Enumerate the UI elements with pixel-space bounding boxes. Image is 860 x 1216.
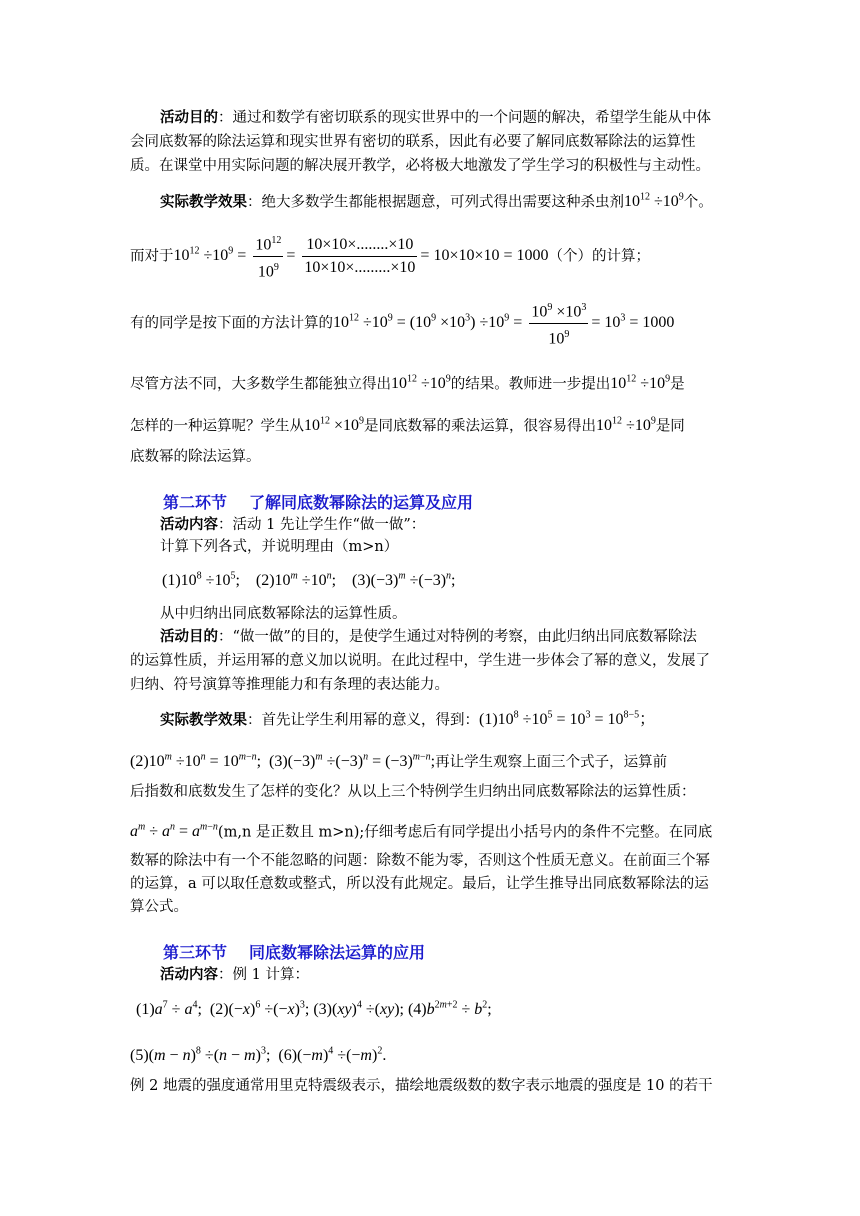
math-expr: $(1)10^8 \div 10^5$; $(2)10^m \div 10^n$; $(3)(-3)^m \div(-3)^n$; [162, 571, 456, 590]
math-expr: $10^{12} \div 10^9$ = $\frac{10^{12}}{10^9}$ = $\frac{10\times 10\times........\times 10}{10\times 10\times.........\times 10}$ = 10×10×10 = 1000 [174, 247, 549, 264]
paragraph-line [160, 627, 766, 647]
label-activity-content: 活动内容 [160, 516, 218, 533]
text: ：首先让学生利用幂的意义，得到： [247, 712, 479, 729]
equation-line [130, 297, 736, 348]
text: 的结果。教师进一步提出 [450, 376, 611, 393]
paragraph-line: 质。在课堂中用实际问题的解决展开教学，必将极大地激发了学生学习的积极性与主动性。 [130, 158, 710, 174]
text: 绝大多数学生都能根据题意，可列式得出需要这种杀虫剂 [261, 194, 624, 211]
math-expr: $(1)a^7 \div a^4$; $(2)(-x)^6 \div(-x)^3$; (3)(xy)$^4$ ÷(xy); $(4)b^{2m+2} \div b^2$; [136, 1000, 492, 1019]
paragraph-line [160, 515, 766, 535]
text: (m,n 是正数且 m>n);仔细考虑后有同学提出小括号内的条件不完整。在同底 [217, 824, 713, 841]
label-activity-purpose: 活动目的 [160, 109, 218, 126]
label-teaching-effect: 实际教学效果 [160, 193, 247, 211]
text: 再让学生观察上面三个式子，运算前 [435, 754, 668, 771]
label-activity-purpose: 活动目的 [160, 628, 218, 645]
label-teaching-effect: 实际教学效果 [160, 711, 247, 729]
math-expr: $10^{12} \div 10^9$ [624, 192, 684, 211]
math-expr: $(1)10^8 \div 10^5 = 10^3 = 10^{8-5}$； [479, 710, 656, 729]
paragraph-line: 底数幂的除法运算。 [130, 449, 261, 465]
text: 而对于 [130, 248, 174, 265]
text: 怎样的一种运算呢？学生从 [130, 418, 304, 435]
text: ：活动 1 先让学生作“做一做”： [218, 517, 426, 533]
text: ：“做一做”的目的，是使学生通过对特例的考察，由此归纳出同底数幂除法 [218, 629, 697, 645]
math-expr: $10^{12} \div 10^9 = (10^9 \times 10^3) \div 10^9$ = $\frac{10^9 \times 10^3}{10^9}$ = $10^3 = 1000$ [333, 314, 674, 331]
text: 个。 [683, 194, 713, 211]
paragraph-line: 的运算，a 可以取任意数或整式，所以没有此规定。最后，让学生推导出同底数幂除法的运 [130, 876, 709, 892]
section-number: 第二环节 [163, 493, 228, 512]
section-number: 第三环节 [163, 943, 228, 962]
text: 是 [670, 376, 685, 393]
text: 尽管方法不同，大多数学生都能独立得出 [130, 376, 391, 393]
paragraph-line [160, 706, 766, 730]
math-expr: $10^{12} \div 10^9$ [391, 374, 451, 393]
math-expr: $(5)(m - n)^8 \div(n - m)^3$; $(6)(-m)^4 \div(-m)^2$. [130, 1046, 387, 1065]
paragraph-line [130, 412, 736, 436]
paragraph-line: 计算下列各式，并说明理由（m>n） [160, 539, 399, 555]
text: （个）的计算； [548, 248, 651, 265]
math-expr: $10^{12} \div 10^9$ [596, 416, 656, 435]
label-activity-content: 活动内容 [160, 966, 218, 983]
math-expr: $10^{12} \div 10^9$ [610, 374, 671, 393]
paragraph-line: 实际教学效果：绝大多数学生都能根据题意，可列式得出需要这种杀虫剂$10^{12} \div 10^9$个。 [160, 192, 713, 211]
paragraph-line: 归纳、符号演算等推理能力和有条理的表达能力。 [130, 677, 449, 693]
paragraph-line: 活动目的：通过和数学有密切联系的现实世界中的一个问题的解决，希望学生能从中体 [160, 109, 711, 126]
paragraph-line: 后指数和底数发生了怎样的变化？从以上三个特例学生归纳出同底数幂除法的运算性质： [130, 784, 696, 800]
section-heading [163, 940, 425, 963]
text: ：例 1 计算： [218, 967, 309, 983]
paragraph-line: 例 2 地震的强度通常用里克特震级表示，描绘地震级数的数字表示地震的强度是 10 的若干 [130, 1078, 713, 1094]
text: 是同底数幂的乘法运算，很容易得出 [364, 418, 597, 435]
equation-line [162, 567, 768, 591]
text: 有的同学是按下面的方法计算的 [130, 315, 333, 332]
paragraph-line: 会同底数幂的除法运算和现实世界有密切的联系，因此有必要了解同底数幂除法的运算性 [130, 134, 696, 150]
paragraph-line: 算公式。 [130, 899, 188, 915]
math-expr: $a^m \div a^n = a^{m-n}$ [130, 822, 218, 841]
paragraph-line: 的运算性质，并运用幂的意义加以说明。在此过程中，学生进一步体会了幂的意义，发展了 [130, 653, 710, 669]
equation-line [130, 230, 736, 281]
equation-line [130, 1042, 736, 1066]
paragraph-line: 从中归纳出同底数幂除法的运算性质。 [160, 606, 407, 622]
math-expr: $(2)10^m \div 10^n = 10^{m-n}$; $(3)(-3)^m \div(-3)^n = (-3)^{m-n}$; [130, 752, 436, 771]
section-title: 同底数幂除法运算的应用 [249, 943, 426, 962]
equation-line [136, 996, 742, 1020]
paragraph-line [160, 965, 766, 985]
section-heading [163, 490, 473, 513]
paragraph-line [130, 370, 736, 394]
section-title: 了解同底数幂除法的运算及应用 [249, 493, 474, 512]
math-expr: $10^{12} \times 10^9$ [304, 416, 365, 435]
paragraph-line [130, 748, 736, 772]
text: 是同 [655, 418, 685, 435]
paragraph-line: 数幂的除法中有一个不能忽略的问题：除数不能为零，否则这个性质无意义。在前面三个幂 [130, 853, 710, 869]
paragraph-line [130, 818, 736, 842]
